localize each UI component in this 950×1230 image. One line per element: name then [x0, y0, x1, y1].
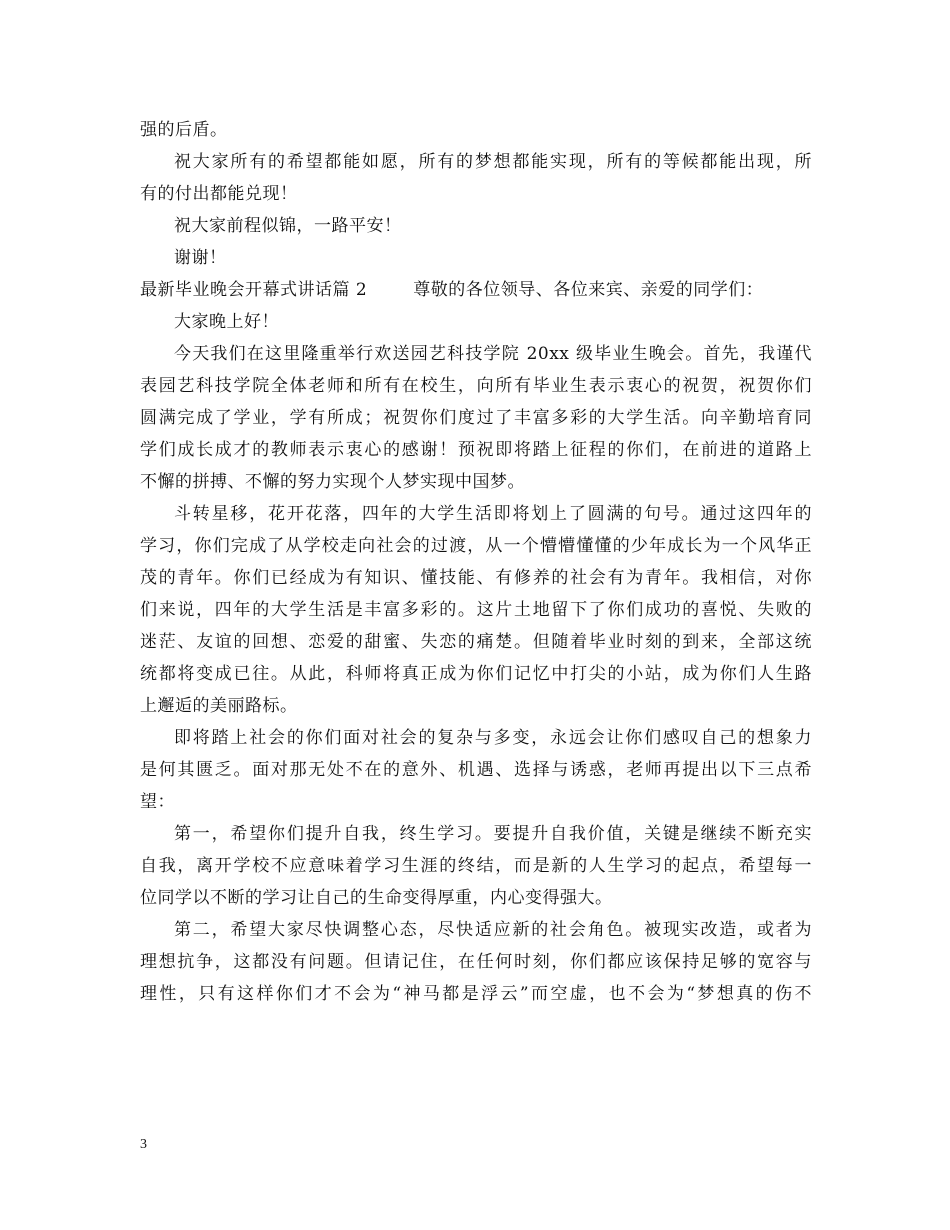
text-line: 表园艺科技学院全体老师和所有在校生，向所有毕业生表示衷心的祝贺，祝贺你们 [140, 376, 812, 396]
text-line: 迷茫、友谊的回想、恋爱的甜蜜、失恋的痛楚。但随着毕业时刻的到来，全部这统 [140, 632, 812, 652]
document-body [140, 114, 812, 1010]
text-line: 大家晚上好！ [174, 312, 279, 332]
text-line: 第一，希望你们提升自我，终生学习。要提升自我价值，关键是继续不断充实 [174, 824, 812, 844]
text-line: 学们成长成才的教师表示衷心的感谢！预祝即将踏上征程的你们，在前进的道路上 [140, 440, 812, 460]
text-line: 不懈的拼搏、不懈的努力实现个人梦实现中国梦。 [140, 472, 525, 492]
text-line: 祝大家所有的希望都能如愿，所有的梦想都能实现，所有的等候都能出现，所 [174, 152, 812, 172]
text-line: 上邂逅的美丽路标。 [140, 696, 298, 716]
text-line: 即将踏上社会的你们面对社会的复杂与多变，永远会让你们感叹自己的想象力 [174, 728, 812, 748]
text-line: 统都将变成已往。从此，科师将真正成为你们记忆中打尖的小站，成为你们人生路 [140, 664, 812, 684]
text-line: 今天我们在这里隆重举行欢送园艺科技学院 20xx 级毕业生晚会。首先，我谨代 [174, 344, 812, 364]
section-title: 最新毕业晚会开幕式讲话篇 2 [140, 280, 368, 300]
text-line: 望： [140, 792, 175, 812]
text-line: 理性，只有这样你们才不会为“神马都是浮云”而空虚，也不会为“梦想真的伤不 [140, 984, 812, 1004]
text-line: 理想抗争，这都没有问题。但请记住，在任何时刻，你们都应该保持足够的宽容与 [140, 952, 812, 972]
text-line: 们来说，四年的大学生活是丰富多彩的。这片土地留下了你们成功的喜悦、失败的 [140, 600, 812, 620]
text-line: 强的后盾。 [140, 120, 228, 140]
text-line: 斗转星移，花开花落，四年的大学生活即将划上了圆满的句号。通过这四年的 [174, 504, 812, 524]
text-line: 谢谢！ [174, 248, 227, 268]
text-line: 祝大家前程似锦，一路平安！ [174, 216, 402, 236]
text-line: 有的付出都能兑现！ [140, 184, 298, 204]
text-line: 学习，你们完成了从学校走向社会的过渡，从一个懵懵懂懂的少年成长为一个风华正 [140, 536, 812, 556]
text-line: 圆满完成了学业，学有所成；祝贺你们度过了丰富多彩的大学生活。向辛勤培育同 [140, 408, 812, 428]
text-line: 自我，离开学校不应意味着学习生涯的终结，而是新的人生学习的起点，希望每一 [140, 856, 812, 876]
text-line: 位同学以不断的学习让自己的生命变得厚重，内心变得强大。 [140, 888, 613, 908]
text-line: 茂的青年。你们已经成为有知识、懂技能、有修养的社会有为青年。我相信，对你 [140, 568, 812, 588]
text-line: 第二，希望大家尽快调整心态，尽快适应新的社会角色。被现实改造，或者为 [174, 920, 812, 940]
page-number: 3 [140, 1137, 147, 1152]
text-line: 是何其匮乏。面对那无处不在的意外、机遇、选择与诱惑，老师再提出以下三点希 [140, 760, 812, 780]
section-heading-line [140, 274, 812, 306]
salutation: 尊敬的各位领导、各位来宾、亲爱的同学们： [413, 280, 764, 300]
